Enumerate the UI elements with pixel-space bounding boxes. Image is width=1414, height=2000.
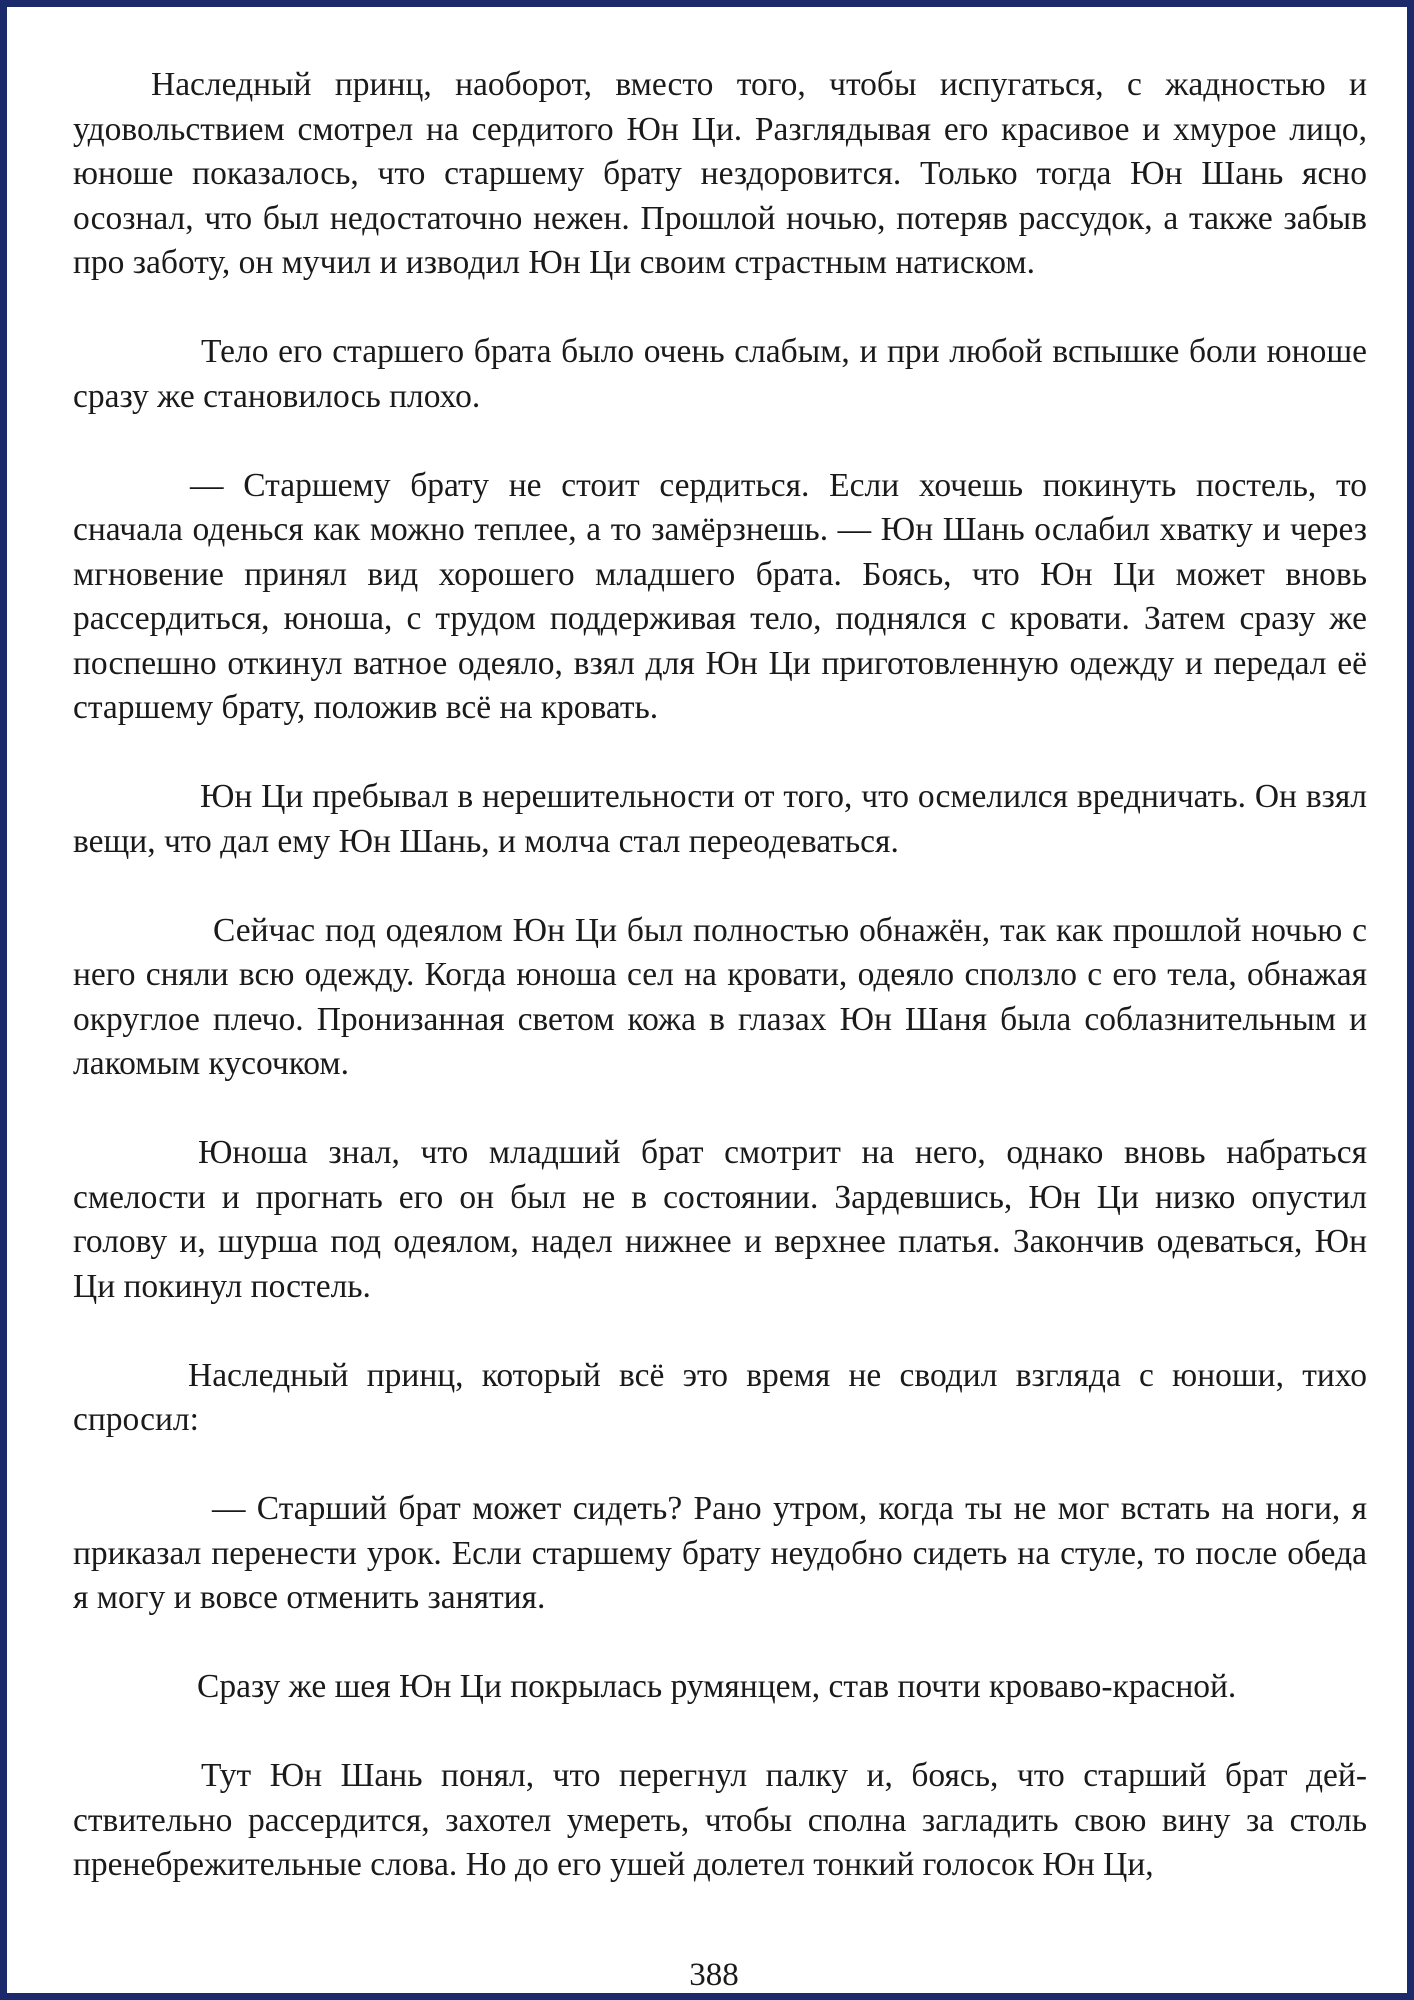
paragraph: — Старший брат может сидеть? Рано утром, когда ты не мог встать на ноги, я приказал перенести урок. Если старшему брату неудобно сидеть на стуле, то после обеда я могу и вовсе отменить занятия.: [73, 1490, 1367, 1616]
paragraph: Наследный принц, наоборот, вместо того, чтобы испугаться, с жадностью и удовольствием смотрел на сердитого Юн Ци. Разглядывая его красивое и хмурое лицо, юноше показалось, что старшему брату нездоровится. Только тогда Юн Шань ясно осознал, что был недостаточно нежен. Прошлой ночью, потеряв рассудок, а также забыв про заботу, он мучил и изводил Юн Ци своим страстным натиском.: [73, 66, 1367, 281]
paragraph: — Старшему брату не стоит сердиться. Если хочешь покинуть постель, то сначала оденься как можно теплее, а то замёрзнешь. — Юн Шань ослабил хватку и через мгновение принял вид хорошего младшего брата. Боясь, что Юн Ци может вновь рассердиться, юноша, с трудом поддерживая тело, поднялся с кровати. Затем сразу же поспешно откинул ватное одеяло, взял для Юн Ци приготовленную одежду и передал её старшему брату, положив всё на кровать.: [73, 466, 1367, 726]
paragraph: Тело его старшего брата было очень слабым, и при любой вспышке боли юноше сразу же становилось плохо.: [73, 333, 1367, 415]
paragraph: Тут Юн Шань понял, что перегнул палку и, боясь, что старший брат действительно рассердится, захотел умереть, чтобы сполна загладить свою вину за столь пренебрежительные слова. Но до его ушей долетел тонкий голосок Юн Ци,: [73, 1757, 1367, 1883]
paragraph: Сейчас под одеялом Юн Ци был полностью обнажён, так как прошлой ночью с него сняли всю одежду. Когда юноша сел на кровати, одеяло сползло с его тела, обнажая округлое плечо. Пронизанная светом кожа в глазах Юн Шаня была соблазнительным и лакомым кусочком.: [73, 911, 1367, 1082]
page-number: 388: [689, 1957, 739, 1993]
paragraph: Юноша знал, что младший брат смотрит на него, однако вновь набраться смелости и прогнать его он был не в состоянии. Зардевшись, Юн Ци низко опустил голову и, шурша под одеялом, надел нижнее и верхнее платья. Закончив одеваться, Юн Ци покинул постель.: [73, 1134, 1367, 1305]
paragraph: Юн Ци пребывал в нерешительности от того, что осмелился вредничать. Он взял вещи, что дал ему Юн Шань, и молча стал переодеваться.: [73, 778, 1367, 860]
paragraph: Сразу же шея Юн Ци покрылась румянцем, став почти кроваво-красной.: [197, 1668, 1237, 1705]
paragraph: Наследный принц, который всё это время не сводил взгляда с юноши, тихо спросил:: [73, 1356, 1367, 1438]
text-body: [73, 63, 1367, 1932]
